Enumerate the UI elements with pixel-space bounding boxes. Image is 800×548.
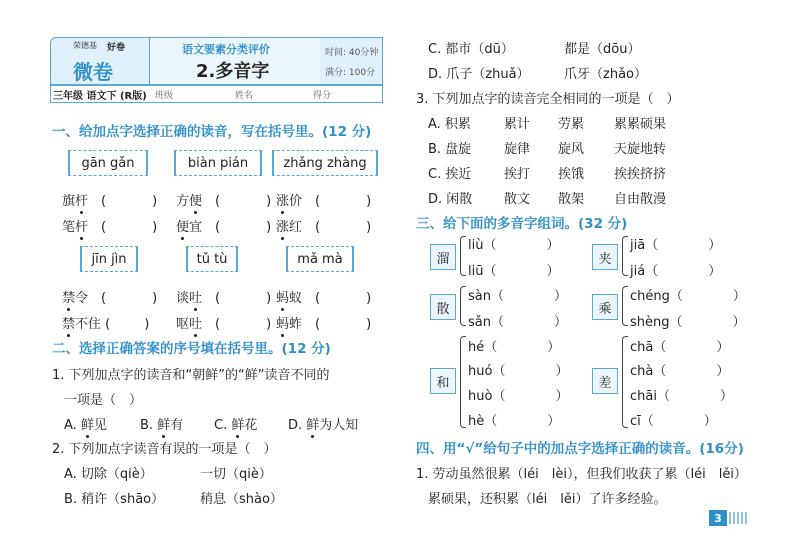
pinyin-box: tǔ tù — [186, 246, 238, 272]
header-banner — [50, 37, 383, 103]
option: 自由散漫 — [614, 192, 667, 207]
option: 旋风 — [558, 142, 585, 157]
sentence-line-1: 1. 劳动虽然很累（léi lèi），但我们收获了累（léi lěi） — [416, 467, 747, 482]
option: C. 都市（dū） — [428, 42, 514, 57]
pron-blank[interactable]: huò（ ） — [468, 389, 569, 404]
word-item: 蚂蚱 ( ) — [276, 313, 371, 332]
option: B. 盘旋 — [428, 142, 472, 157]
page-stripe-decoration — [729, 512, 749, 524]
option: 挨饿 — [558, 167, 585, 182]
option: A. 积累 — [428, 117, 471, 132]
brace — [460, 336, 466, 428]
option: 劳累 — [558, 117, 585, 132]
char-box: 和 — [430, 368, 456, 394]
pron-blank[interactable]: sǎn（ ） — [468, 315, 568, 330]
option: 散文 — [504, 192, 531, 207]
question-3-stem: 3. 下列加点字的读音完全相同的一项是（ ） — [416, 92, 680, 107]
option: D. 闲散 — [428, 192, 473, 207]
pron-blank[interactable]: shèng（ ） — [630, 315, 746, 330]
option: 累计 — [504, 117, 531, 132]
sentence-line-2: 累硕果，还积累（léi lěi）了许多经验。 — [428, 492, 667, 507]
section-3-title: 三、给下面的多音字组词。(32 分) — [416, 216, 628, 232]
option: A. 切除（qiè） — [64, 467, 153, 482]
brace — [460, 236, 466, 276]
option: D. 鲜为人知 — [288, 414, 358, 433]
pron-blank[interactable]: hè（ ） — [468, 414, 561, 429]
brace — [622, 336, 628, 428]
char-box: 差 — [592, 368, 618, 394]
brace — [622, 236, 628, 276]
full-score: 满分: 100分 — [325, 68, 376, 78]
section-1-title: 一、给加点字选择正确的读音，写在括号里。(12 分) — [52, 124, 372, 140]
word-item: 禁不住 ( ) — [62, 313, 149, 332]
pron-blank[interactable]: chā（ ） — [630, 340, 730, 355]
brand-logo-2: 好卷 — [107, 43, 126, 53]
brand-logo: 荣德基 — [73, 41, 97, 50]
class-field[interactable]: 班级 — [155, 91, 174, 101]
word-item: 涨价 ( ) — [276, 190, 371, 209]
word-item: 旗杆 ( ) — [62, 190, 157, 209]
grade-label: 三年级 语文下 (R版) — [53, 91, 147, 102]
pinyin-box: mǎ mà — [286, 246, 354, 272]
pinyin-box: biàn pián — [174, 150, 262, 176]
pron-blank[interactable]: jiá（ ） — [630, 264, 722, 279]
option: 挨打 — [504, 167, 531, 182]
option: C. 挨近 — [428, 167, 472, 182]
word-item: 便宜 ( ) — [176, 216, 271, 235]
option: A. 鲜见 — [64, 414, 107, 433]
section-2-title: 二、选择正确答案的序号填在括号里。(12 分) — [52, 341, 331, 357]
char-box: 夹 — [592, 244, 618, 270]
char-box: 溜 — [430, 244, 456, 270]
student-info-row — [50, 85, 383, 103]
name-field[interactable]: 姓名 — [235, 91, 254, 101]
pron-blank[interactable]: sàn（ ） — [468, 289, 568, 304]
word-item: 蚂蚁 ( ) — [276, 287, 371, 306]
word-item: 方便 ( ) — [176, 190, 271, 209]
option: 旋律 — [504, 142, 531, 157]
pinyin-box: zhǎng zhàng — [272, 150, 378, 176]
option-pair: 一切（qiè） — [200, 467, 272, 482]
pinyin-box: jīn jìn — [80, 246, 138, 272]
brace — [460, 286, 466, 326]
question-1-stem: 1. 下列加点字的读音和“朝鲜”的“鲜”读音不同的 — [52, 368, 330, 383]
option: B. 鲜有 — [140, 414, 183, 433]
section-4-title: 四、用“√”给句子中的加点字选择正确的读音。(16分) — [416, 441, 744, 457]
word-item: 谈吐 ( ) — [176, 287, 271, 306]
option: D. 爪子（zhuǎ） — [428, 67, 530, 82]
time-limit: 时间: 40分钟 — [325, 48, 379, 58]
question-1-stem-cont: 一项是（ ） — [64, 393, 143, 408]
header-left-panel — [50, 37, 150, 85]
page-number: 3 — [709, 510, 727, 526]
pinyin-box: gān gǎn — [68, 150, 148, 176]
word-item: 呕吐 ( ) — [176, 313, 271, 332]
brace — [622, 286, 628, 326]
option: B. 稍许（shāo） — [64, 492, 165, 507]
question-2-stem: 2. 下列加点字读音有误的一项是（ ） — [52, 442, 277, 457]
option: 天旋地转 — [614, 142, 667, 157]
char-box: 散 — [430, 294, 456, 320]
option: 累累硕果 — [614, 117, 667, 132]
series-title: 语文要素分类评价 — [182, 43, 270, 56]
word-item: 禁令 ( ) — [62, 287, 157, 306]
header-mid-panel — [150, 37, 320, 85]
option-pair: 稍息（shào） — [200, 492, 283, 507]
option: 散架 — [558, 192, 585, 207]
word-item: 笔杆 ( ) — [62, 216, 157, 235]
option-pair: 爪牙（zhǎo） — [564, 67, 647, 82]
pron-blank[interactable]: chāi（ ） — [630, 389, 733, 404]
option-pair: 都是（dōu） — [564, 42, 641, 57]
pron-blank[interactable]: liù（ ） — [468, 238, 560, 253]
char-box: 乘 — [592, 294, 618, 320]
paper-label: 微卷 — [73, 60, 113, 84]
pron-blank[interactable]: huó（ ） — [468, 364, 569, 379]
header-right-panel — [320, 37, 383, 85]
lesson-title: 2.多音字 — [196, 61, 270, 82]
pron-blank[interactable]: hé（ ） — [468, 340, 561, 355]
option: 挨挨挤挤 — [614, 167, 667, 182]
pron-blank[interactable]: cī（ ） — [630, 414, 717, 429]
pron-blank[interactable]: liū（ ） — [468, 264, 560, 279]
score-field[interactable]: 得分 — [313, 91, 332, 101]
option: C. 鲜花 — [214, 414, 257, 433]
pron-blank[interactable]: jiā（ ） — [630, 238, 722, 253]
word-item: 涨红 ( ) — [276, 216, 371, 235]
pron-blank[interactable]: chà（ ） — [630, 364, 730, 379]
pron-blank[interactable]: chéng（ ） — [630, 289, 746, 304]
